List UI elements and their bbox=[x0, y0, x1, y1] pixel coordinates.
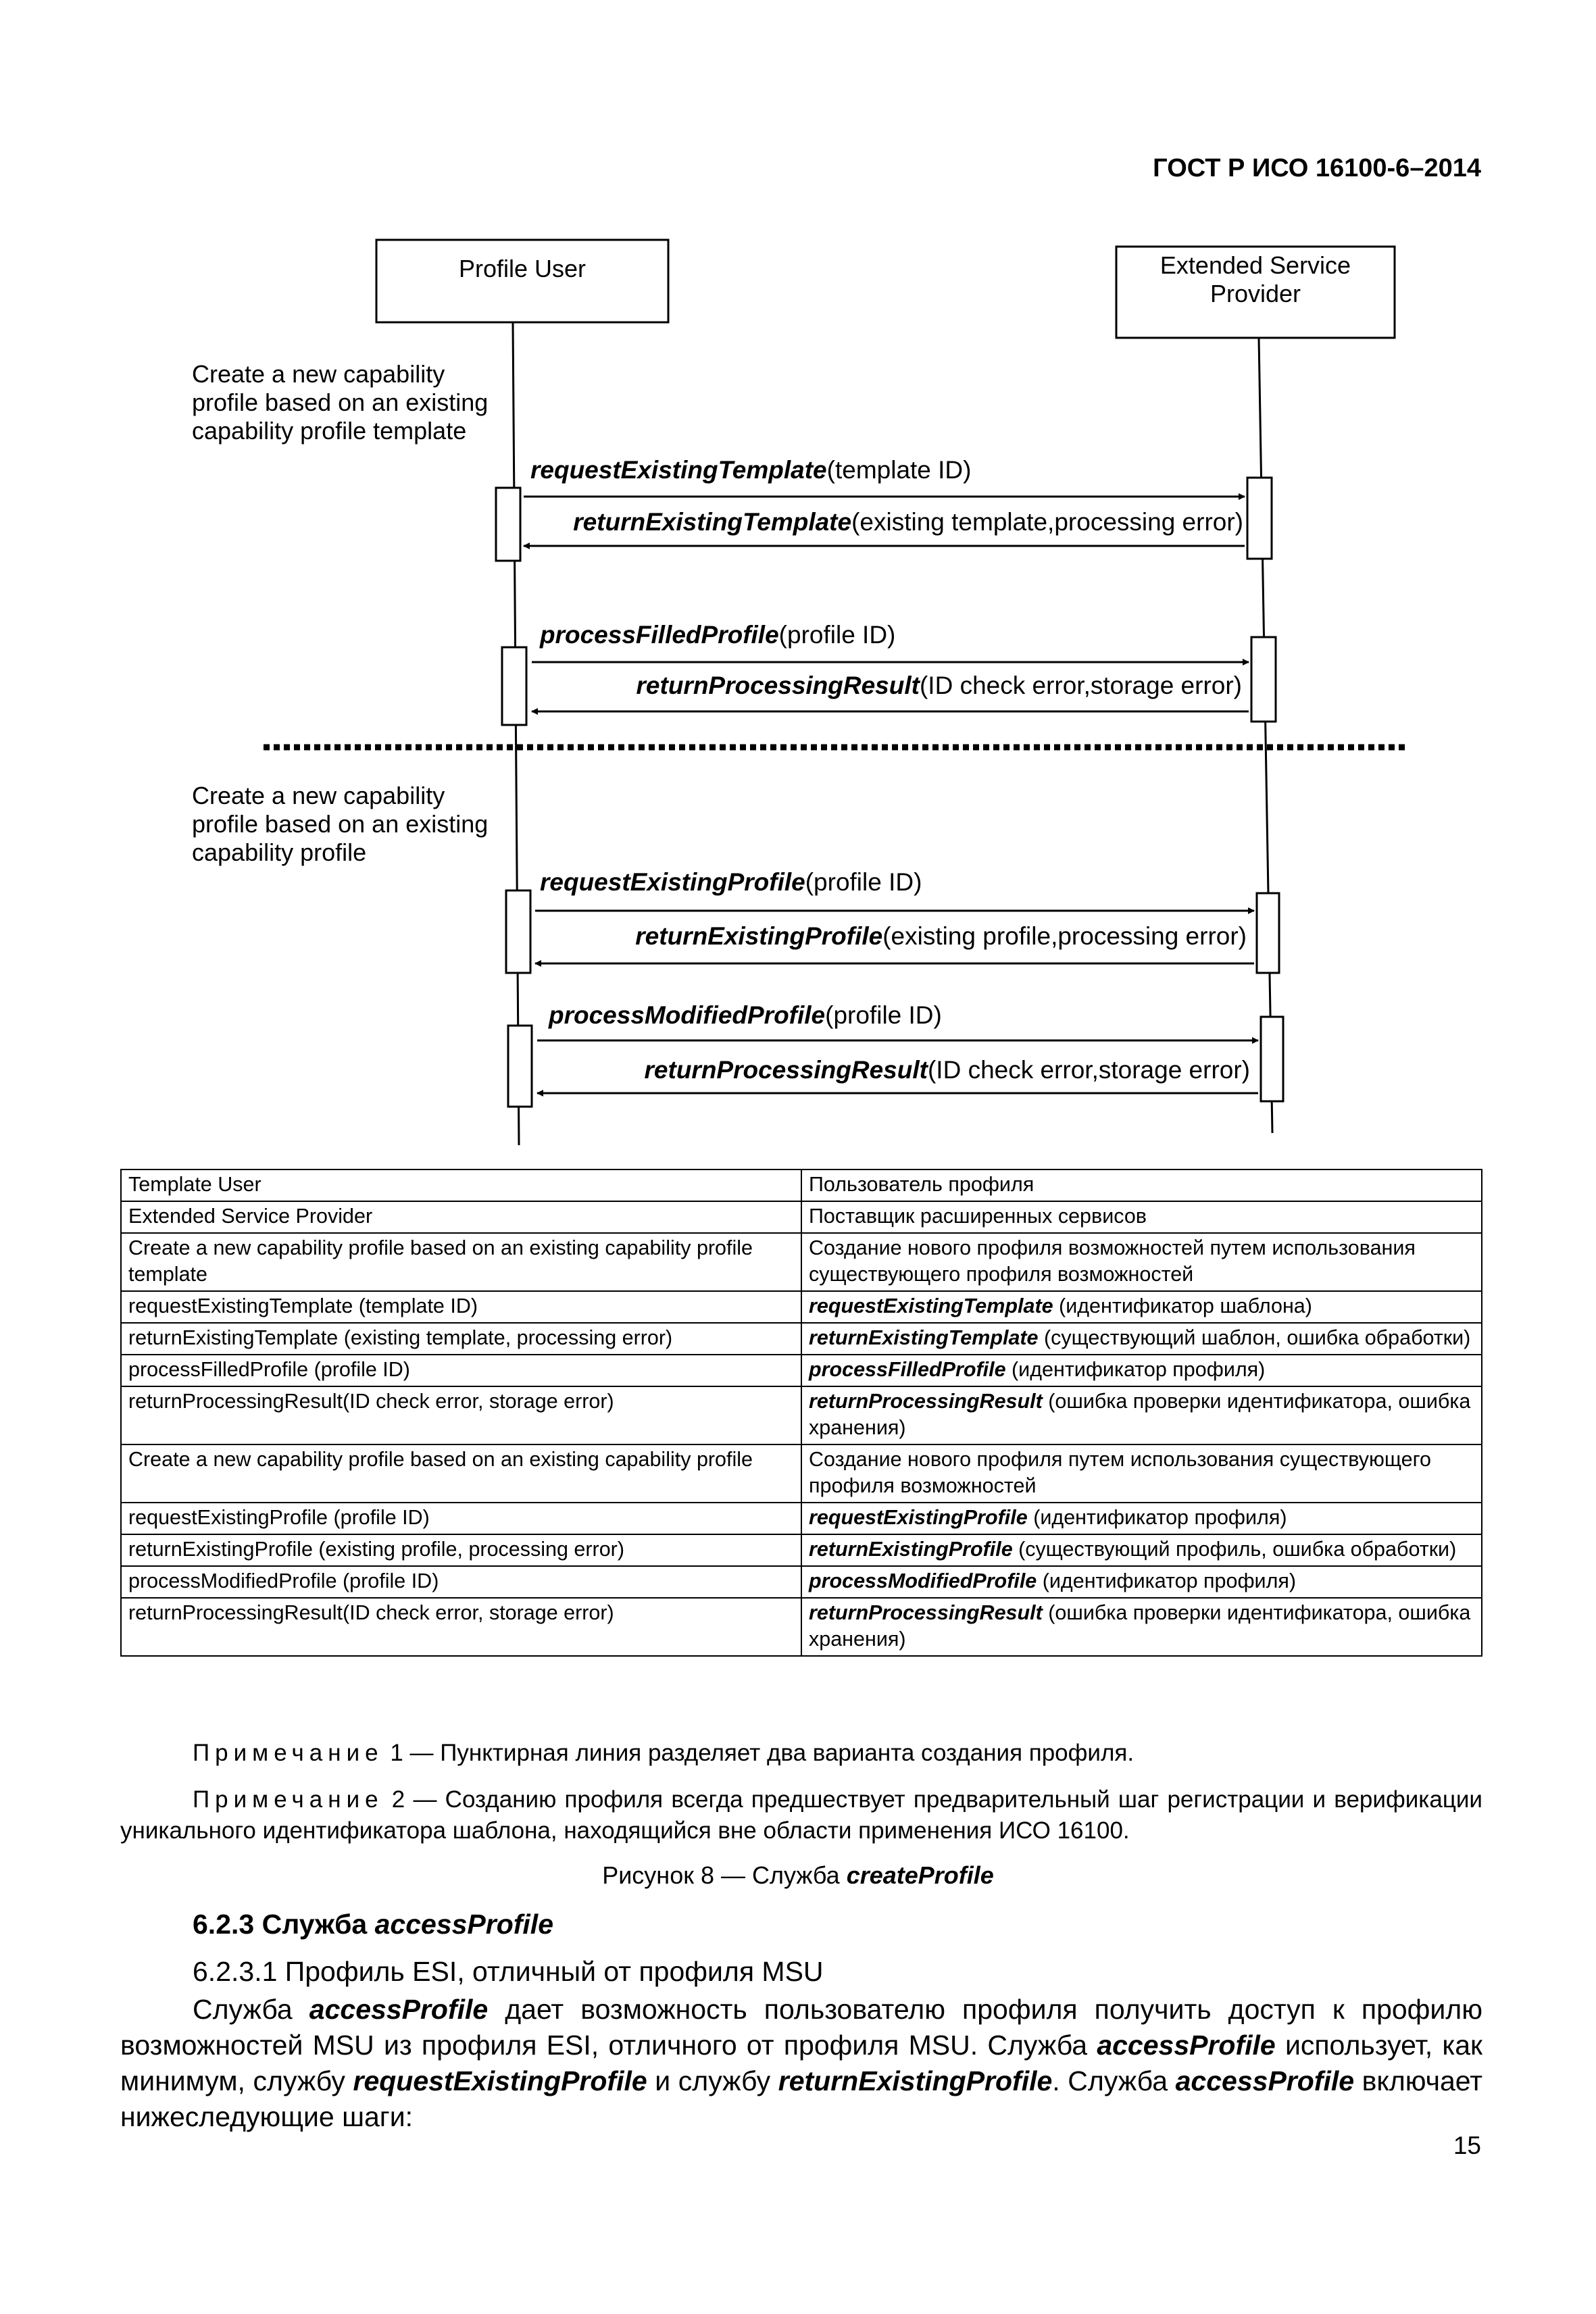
scenario1-line1: Create a new capability bbox=[192, 360, 445, 388]
scenario1-line2: profile based on an existing bbox=[192, 388, 489, 416]
table-cell-en: Create a new capability profile based on an existing capability profile template bbox=[121, 1233, 801, 1291]
document-header: ГОСТ Р ИСО 16100-6–2014 bbox=[1153, 154, 1481, 182]
table-cell-ru: Создание нового профиля путем использования существующего профиля возможностей bbox=[801, 1444, 1482, 1503]
table-cell-ru: Пользователь профиля bbox=[801, 1169, 1482, 1201]
esp-lifeline bbox=[1259, 338, 1272, 1133]
note-1: Примечание 1 — Пунктирная линия разделяет два варианта создания профиля. bbox=[193, 1740, 1134, 1766]
table-cell-en: Extended Service Provider bbox=[121, 1201, 801, 1233]
message-label: returnProcessingResult(ID check error,storage error) bbox=[636, 672, 1242, 699]
table-cell-en: processModifiedProfile (profile ID) bbox=[121, 1566, 801, 1598]
activation-box bbox=[506, 890, 530, 973]
table-row bbox=[121, 1444, 1482, 1503]
message-label: returnExistingProfile(existing profile,processing error) bbox=[635, 922, 1247, 950]
table-cell-ru: processFilledProfile (идентификатор профиля) bbox=[801, 1355, 1482, 1386]
table-cell-ru: returnProcessingResult (ошибка проверки идентификатора, ошибка хранения) bbox=[801, 1598, 1482, 1656]
table-row bbox=[121, 1291, 1482, 1323]
table-row bbox=[121, 1355, 1482, 1386]
profile-user-lifeline bbox=[513, 322, 519, 1145]
table-row bbox=[121, 1534, 1482, 1566]
activation-box bbox=[508, 1026, 532, 1107]
table-row bbox=[121, 1566, 1482, 1598]
esp-label-line1: Extended Service bbox=[1159, 251, 1351, 279]
message-label: processModifiedProfile(profile ID) bbox=[549, 1001, 942, 1029]
table-row bbox=[121, 1598, 1482, 1656]
scenario2-line3: capability profile bbox=[192, 838, 367, 866]
table-cell-en: requestExistingTemplate (template ID) bbox=[121, 1291, 801, 1323]
message-label: processFilledProfile(profile ID) bbox=[540, 621, 896, 649]
scenario1-line3: capability profile template bbox=[192, 417, 467, 445]
note-2: Примечание 2 — Созданию профиля всегда предшествует предварительный шаг регистрации и верификации уникального идентификатора шаблона, находящийся вне области применения ИСО 16100. bbox=[120, 1786, 1482, 1844]
table-cell-en: processFilledProfile (profile ID) bbox=[121, 1355, 801, 1386]
table-cell-en: requestExistingProfile (profile ID) bbox=[121, 1503, 801, 1534]
scenario2-line1: Create a new capability bbox=[192, 782, 445, 809]
table-row bbox=[121, 1233, 1482, 1291]
table-cell-ru: requestExistingTemplate (идентификатор шаблона) bbox=[801, 1291, 1482, 1323]
table-cell-ru: Поставщик расширенных сервисов bbox=[801, 1201, 1482, 1233]
subsection-heading: 6.2.3.1 Профиль ESI, отличный от профиля MSU bbox=[193, 1956, 824, 1987]
table-cell-en: Template User bbox=[121, 1169, 801, 1201]
activation-box bbox=[1251, 637, 1276, 722]
activation-box bbox=[502, 647, 526, 725]
figure-caption: Рисунок 8 — Служба createProfile bbox=[602, 1861, 994, 1889]
activation-box bbox=[1261, 1017, 1283, 1101]
table-cell-ru: returnExistingProfile (существующий профиль, ошибка обработки) bbox=[801, 1534, 1482, 1566]
table-row bbox=[121, 1503, 1482, 1534]
page-number: 15 bbox=[1453, 2132, 1481, 2159]
message-label: requestExistingProfile(profile ID) bbox=[540, 868, 922, 896]
table-cell-en: returnProcessingResult(ID check error, storage error) bbox=[121, 1598, 801, 1656]
table-cell-ru: returnExistingTemplate (существующий шаблон, ошибка обработки) bbox=[801, 1323, 1482, 1355]
table-row bbox=[121, 1323, 1482, 1355]
table-cell-en: returnExistingProfile (existing profile, processing error) bbox=[121, 1534, 801, 1566]
table-cell-en: Create a new capability profile based on an existing capability profile bbox=[121, 1444, 801, 1503]
table-cell-ru: requestExistingProfile (идентификатор профиля) bbox=[801, 1503, 1482, 1534]
message-label: returnProcessingResult(ID check error,storage error) bbox=[644, 1056, 1250, 1084]
activation-box bbox=[1247, 478, 1272, 559]
legend-table bbox=[120, 1169, 1482, 1657]
table-cell-ru: processModifiedProfile (идентификатор профиля) bbox=[801, 1566, 1482, 1598]
profile-user-label: Profile User bbox=[458, 255, 587, 282]
esp-label-line2: Provider bbox=[1210, 280, 1301, 307]
section-heading: 6.2.3 Служба accessProfile bbox=[193, 1909, 553, 1940]
table-cell-ru: returnProcessingResult (ошибка проверки идентификатора, ошибка хранения) bbox=[801, 1386, 1482, 1444]
table-cell-ru: Создание нового профиля возможностей путем использования существующего профиля возможностей bbox=[801, 1233, 1482, 1291]
table-cell-en: returnExistingTemplate (existing template, processing error) bbox=[121, 1323, 801, 1355]
table-cell-en: returnProcessingResult(ID check error, storage error) bbox=[121, 1386, 801, 1444]
message-label: returnExistingTemplate(existing template,processing error) bbox=[573, 508, 1243, 536]
body-paragraph: Служба accessProfile дает возможность пользователю профиля получить доступ к профилю возможностей MSU из профиля ESI, отличного от профиля MSU. Служба accessProfile использует, как минимум, службу requestExistingProfile и службу returnExistingProfile. Служба accessProfile включает нижеследующие шаги: bbox=[120, 1994, 1482, 2132]
message-label: requestExistingTemplate(template ID) bbox=[530, 456, 972, 484]
table-row bbox=[121, 1169, 1482, 1201]
activation-box bbox=[1257, 893, 1279, 973]
table-row bbox=[121, 1201, 1482, 1233]
activation-box bbox=[496, 488, 520, 561]
scenario2-line2: profile based on an existing bbox=[192, 810, 489, 838]
table-row bbox=[121, 1386, 1482, 1444]
